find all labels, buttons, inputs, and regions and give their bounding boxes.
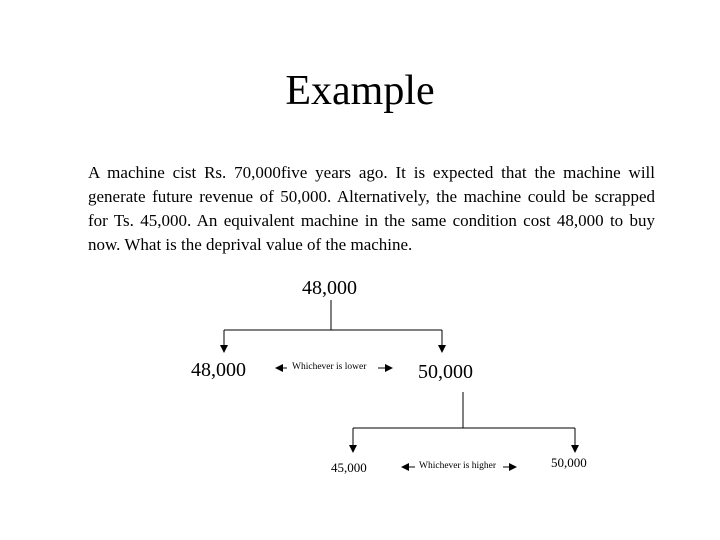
rule-lower-label: Whichever is lower [292, 362, 367, 372]
slide-title: Example [285, 68, 435, 114]
left-value: 48,000 [191, 359, 246, 381]
sub-left-value: 45,000 [331, 460, 367, 475]
rule-higher-label: Whichever is higher [419, 461, 497, 471]
root-value: 48,000 [302, 277, 357, 299]
right-value: 50,000 [418, 361, 473, 383]
sub-right-value: 50,000 [551, 455, 587, 470]
problem-statement: A machine cist Rs. 70,000five years ago. It is expected that the machine will generate future revenue of 50,000. Alternatively, the machine could be scrapped for Ts. 45,000. An equivalent machine in the same condition cost 48,000 to buy now. What is the deprival value of the machine. [88, 163, 655, 254]
